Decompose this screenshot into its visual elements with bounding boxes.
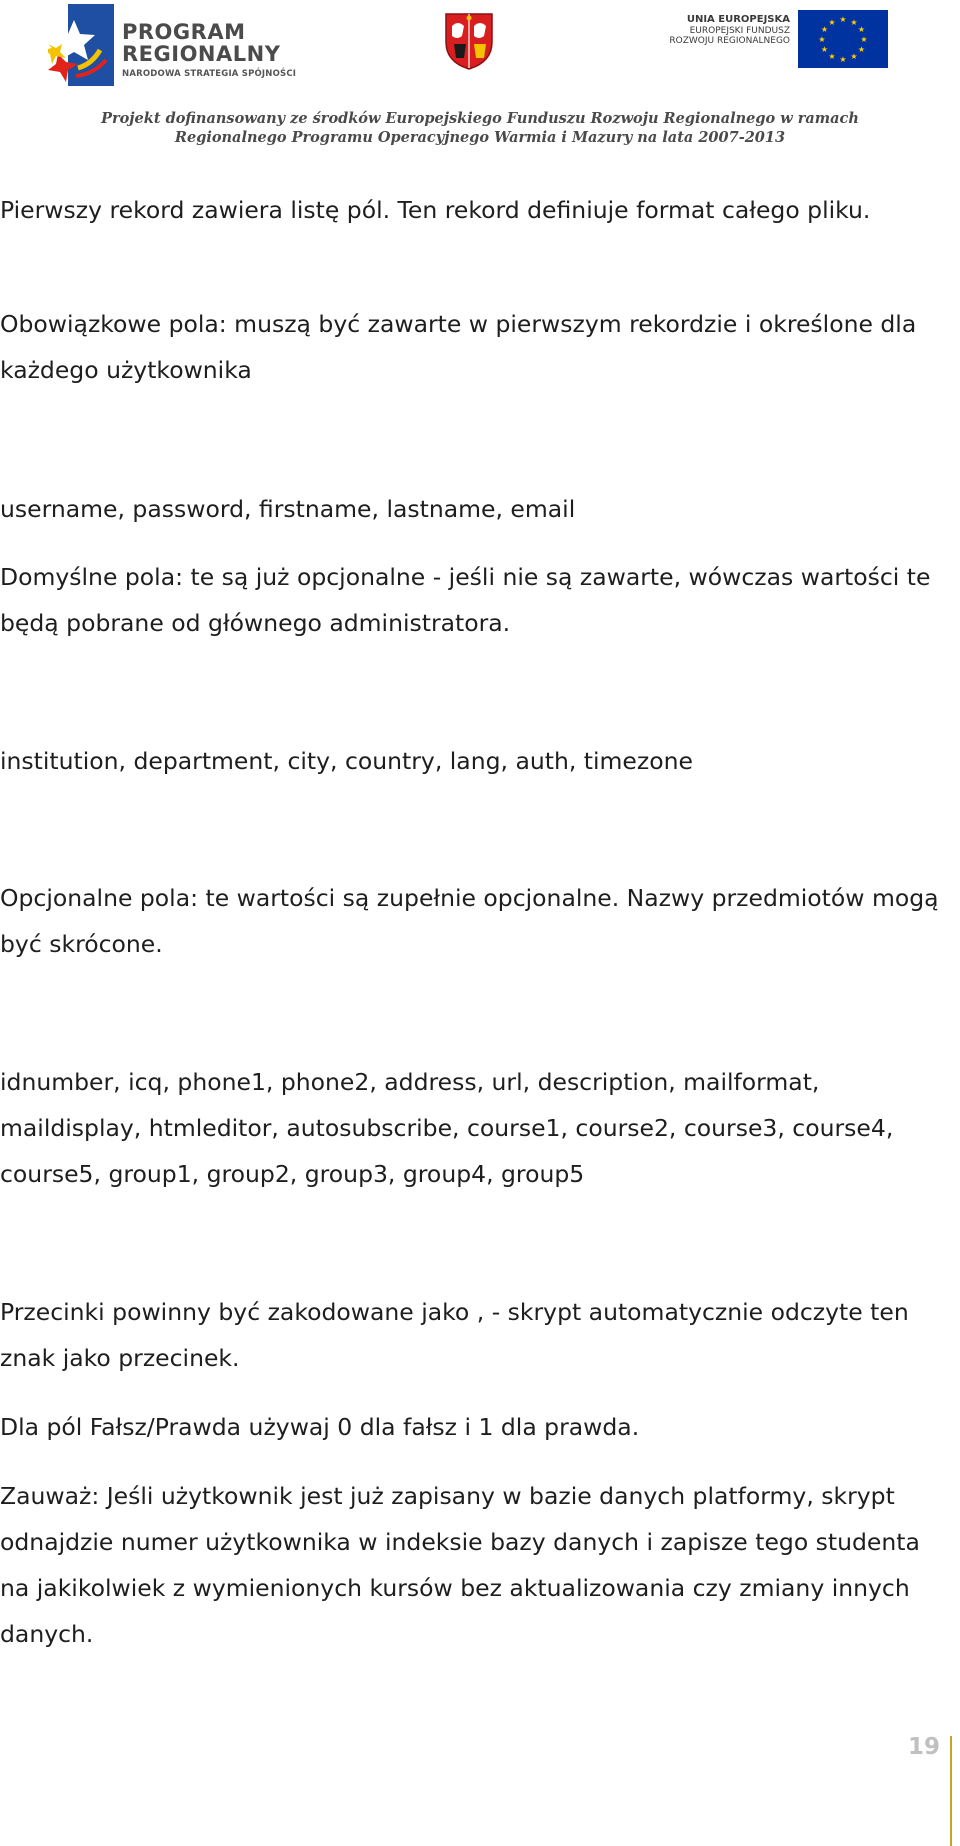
svg-text:★: ★ xyxy=(828,18,836,27)
program-star-emblem-icon xyxy=(48,4,128,86)
svg-text:★: ★ xyxy=(857,25,866,34)
svg-text:★: ★ xyxy=(828,52,836,61)
svg-text:★: ★ xyxy=(860,35,868,44)
paragraph-default-field-list: institution, department, city, country, lang, auth, timezone xyxy=(0,747,693,775)
paragraph-mandatory-fields: Obowiązkowe pola: muszą być zawarte w pierwszym rekordzie i określone dla każdego użytkownika xyxy=(0,310,917,384)
program-logo-line1: PROGRAM xyxy=(122,20,246,44)
eu-logo xyxy=(648,10,888,70)
svg-text:★: ★ xyxy=(839,55,847,64)
paragraph-optional-fields: Opcjonalne pola: te wartości są zupełnie opcjonalne. Nazwy przedmiotów mogą być skrócone. xyxy=(0,884,939,958)
eu-logo-line2: EUROPEJSKI FUNDUSZ xyxy=(689,25,790,36)
program-logo-line2: REGIONALNY xyxy=(122,42,281,66)
cofinancing-statement xyxy=(0,110,960,148)
coat-of-arms-icon xyxy=(444,12,494,70)
paragraph-intro: Pierwszy rekord zawiera listę pól. Ten rekord definiuje format całego pliku. xyxy=(0,196,871,224)
svg-text:★: ★ xyxy=(850,18,858,27)
eu-logo-line3: ROZWOJU REGIONALNEGO xyxy=(669,35,790,46)
page-number: 19 xyxy=(907,1734,940,1760)
paragraph-note: Zauważ: Jeśli użytkownik jest już zapisany w bazie danych platformy, skrypt odnajdzie numer użytkownika w indeksie bazy danych i zapisze tego studenta na jakikolwiek z wymienionych kursów bez aktualizowania czy zmiany innych danych. xyxy=(0,1482,920,1648)
program-logo-line3: NARODOWA STRATEGIA SPÓJNOŚCI xyxy=(122,69,297,79)
svg-text:★: ★ xyxy=(820,25,829,34)
cofinancing-line2: Regionalnego Programu Operacyjnego Warmia i Mazury na lata 2007-2013 xyxy=(174,128,786,146)
svg-text:★: ★ xyxy=(839,15,847,24)
svg-text:★: ★ xyxy=(857,45,866,54)
program-regionalny-logo xyxy=(48,4,318,86)
paragraph-boolean-values: Dla pól Fałsz/Prawda używaj 0 dla fałsz i 1 dla prawda. xyxy=(0,1413,640,1441)
svg-text:★: ★ xyxy=(820,45,829,54)
footer-vertical-rule xyxy=(950,1736,952,1846)
eu-logo-line1: UNIA EUROPEJSKA xyxy=(686,14,790,25)
page-header xyxy=(0,0,960,160)
svg-text:★: ★ xyxy=(850,52,858,61)
paragraph-mandatory-field-list: username, password, firstname, lastname, email xyxy=(0,495,576,523)
paragraph-optional-field-list: idnumber, icq, phone1, phone2, address, url, description, mailformat, maildisplay, htmleditor, autosubscribe, course1, course2, course3, course4, course5, group1, group2, group3, group4, group5 xyxy=(0,1068,894,1188)
svg-text:★: ★ xyxy=(818,35,826,44)
paragraph-comma-encoding: Przecinki powinny być zakodowane jako , - skrypt automatycznie odczyte ten znak jako przecinek. xyxy=(0,1298,909,1372)
eu-flag-icon xyxy=(798,10,888,68)
paragraph-default-fields: Domyślne pola: te są już opcjonalne - jeśli nie są zawarte, wówczas wartości te będą pobrane od głównego administratora. xyxy=(0,563,931,637)
cofinancing-line1: Projekt dofinansowany ze środków Europejskiego Funduszu Rozwoju Regionalnego w ramach xyxy=(101,110,859,127)
